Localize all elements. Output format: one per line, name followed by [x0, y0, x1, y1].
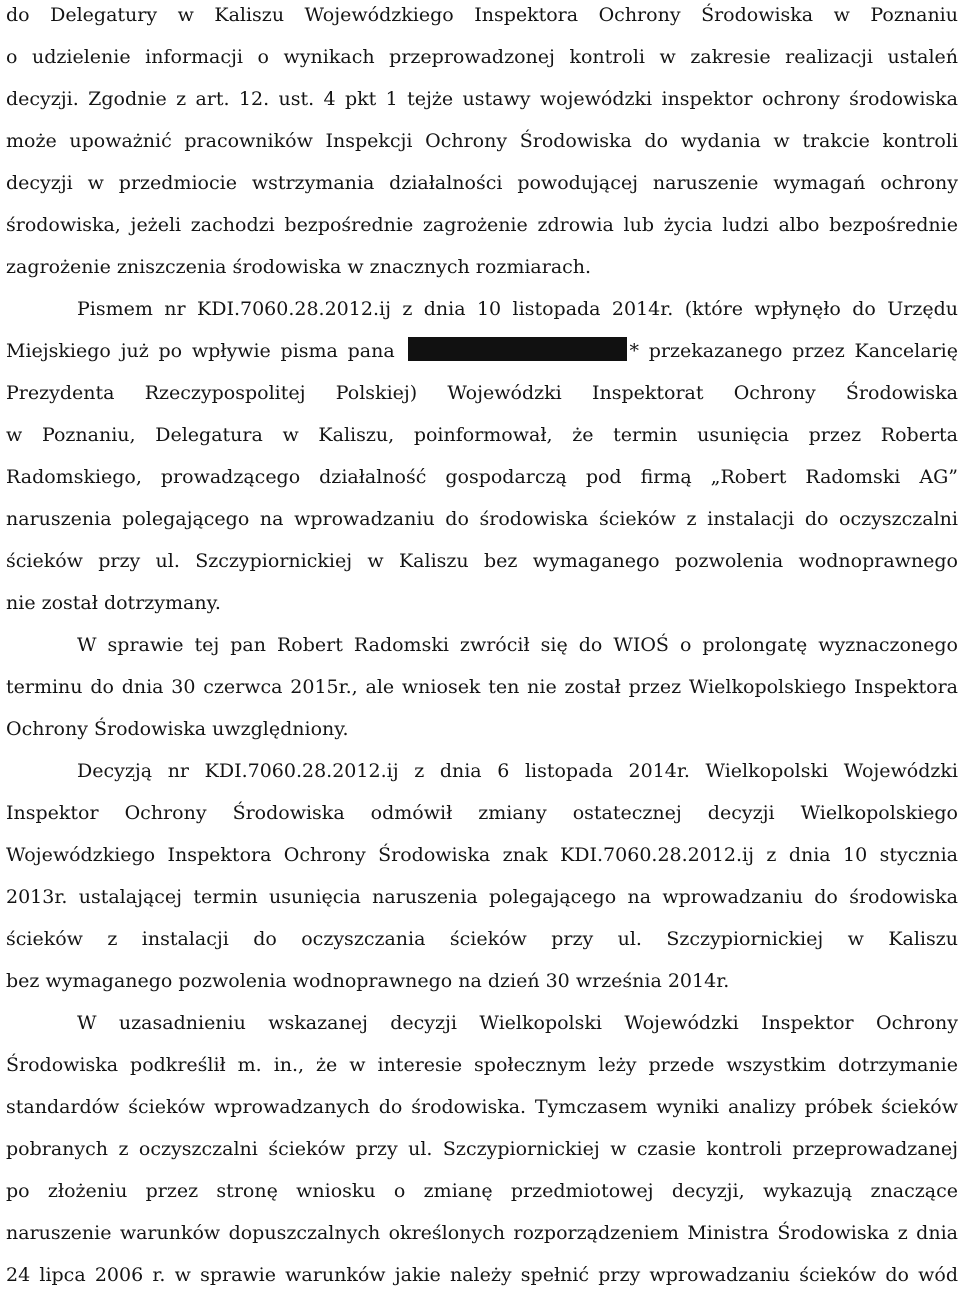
- text-line: pobranych z oczyszczalni ścieków przy ul. Szczypiornickiej w czasie kontroli przeprowadzanej: [6, 1138, 958, 1160]
- text-line-with-redaction: [6, 330, 958, 372]
- text-line: w Poznaniu, Delegatura w Kaliszu, poinformował, że termin usunięcia przez Roberta: [6, 424, 958, 446]
- text-line: ścieków przy ul. Szczypiornickiej w Kaliszu bez wymaganego pozwolenia wodnoprawnego: [6, 550, 958, 572]
- text-line: Inspektor Ochrony Środowiska odmówił zmiany ostatecznej decyzji Wielkopolskiego: [6, 802, 958, 824]
- text-line: po złożeniu przez stronę wniosku o zmianę przedmiotowej decyzji, wykazują znaczące: [6, 1180, 958, 1202]
- paragraph-start-line: Decyzją nr KDI.7060.28.2012.ij z dnia 6 listopada 2014r. Wielkopolski Wojewódzki: [77, 760, 958, 782]
- text-line: nie został dotrzymany.: [6, 592, 221, 614]
- text-line: standardów ścieków wprowadzanych do środowiska. Tymczasem wyniki analizy próbek ścieków: [6, 1096, 958, 1118]
- text-line: 24 lipca 2006 r. w sprawie warunków jakie należy spełnić przy wprowadzaniu ścieków do wód: [6, 1264, 958, 1286]
- redaction-bar: [408, 337, 627, 361]
- text-segment: Miejskiego już po wpływie pisma pana: [6, 340, 395, 362]
- text-line: do Delegatury w Kaliszu Wojewódzkiego Inspektora Ochrony Środowiska w Poznaniu: [6, 4, 958, 26]
- text-line: decyzji. Zgodnie z art. 12. ust. 4 pkt 1 tejże ustawy wojewódzki inspektor ochrony środowiska: [6, 88, 958, 110]
- text-segment: * przekazanego przez Kancelarię: [629, 340, 958, 362]
- paragraph-start-line: W sprawie tej pan Robert Radomski zwrócił się do WIOŚ o prolongatę wyznaczonego: [77, 634, 958, 656]
- text-line: może upoważnić pracowników Inspekcji Ochrony Środowiska do wydania w trakcie kontroli: [6, 130, 958, 152]
- paragraph-start-line: Pismem nr KDI.7060.28.2012.ij z dnia 10 listopada 2014r. (które wpłynęło do Urzędu: [77, 298, 958, 320]
- text-line: naruszenia polegającego na wprowadzaniu do środowiska ścieków z instalacji do oczyszczalni: [6, 508, 958, 530]
- text-line: Ochrony Środowiska uwzględniony.: [6, 718, 349, 740]
- text-line: o udzielenie informacji o wynikach przeprowadzonej kontroli w zakresie realizacji ustaleń: [6, 46, 958, 68]
- text-line: bez wymaganego pozwolenia wodnoprawnego na dzień 30 września 2014r.: [6, 970, 730, 992]
- paragraph-start-line: W uzasadnieniu wskazanej decyzji Wielkopolski Wojewódzki Inspektor Ochrony: [77, 1012, 958, 1034]
- text-line: środowiska, jeżeli zachodzi bezpośrednie zagrożenie zdrowia lub życia ludzi albo bezpośrednie: [6, 214, 958, 236]
- text-line: Prezydenta Rzeczypospolitej Polskiej) Wojewódzki Inspektorat Ochrony Środowiska: [6, 382, 958, 404]
- text-line: Radomskiego, prowadzącego działalność gospodarczą pod firmą „Robert Radomski AG”: [6, 466, 958, 488]
- text-line: 2013r. ustalającej termin usunięcia naruszenia polegającego na wprowadzaniu do środowiska: [6, 886, 958, 908]
- text-line: Środowiska podkreślił m. in., że w interesie społecznym leży przede wszystkim dotrzymanie: [6, 1054, 958, 1076]
- text-line: ścieków z instalacji do oczyszczania ścieków przy ul. Szczypiornickiej w Kaliszu: [6, 928, 958, 950]
- text-line: decyzji w przedmiocie wstrzymania działalności powodującej naruszenie wymagań ochrony: [6, 172, 958, 194]
- text-line: zagrożenie zniszczenia środowiska w znacznych rozmiarach.: [6, 256, 592, 278]
- text-line: terminu do dnia 30 czerwca 2015r., ale wniosek ten nie został przez Wielkopolskiego Inspektora: [6, 676, 958, 698]
- text-line: naruszenie warunków dopuszczalnych określonych rozporządzeniem Ministra Środowiska z dnia: [6, 1222, 958, 1244]
- text-line: Wojewódzkiego Inspektora Ochrony Środowiska znak KDI.7060.28.2012.ij z dnia 10 stycznia: [6, 844, 958, 866]
